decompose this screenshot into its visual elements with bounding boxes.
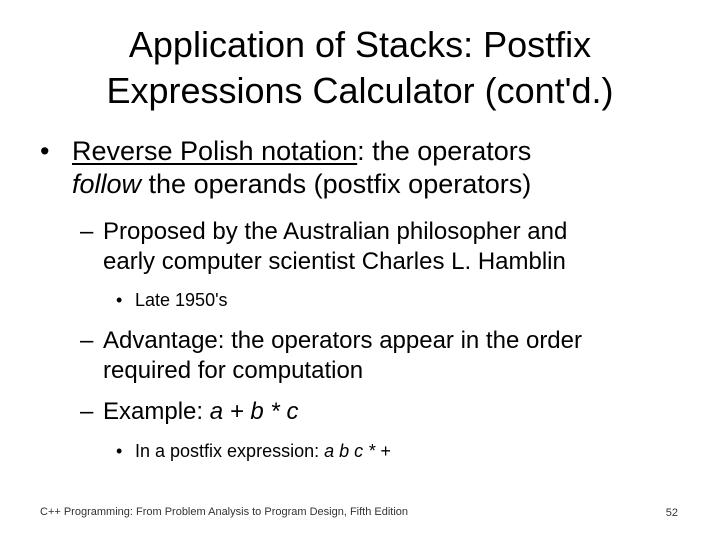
- postfix-expression: a b c * +: [324, 441, 391, 461]
- subbullet-line-2: required for computation: [103, 357, 364, 384]
- subbullet-line-2: early computer scientist Charles L. Hamblin: [103, 248, 566, 275]
- subbullet-text: [103, 217, 673, 277]
- subbullet-line-1: Advantage: the operators appear in the order: [103, 327, 582, 354]
- subsubbullet-text: Late 1950's: [135, 290, 228, 310]
- title-line-2: Expressions Calculator (cont'd.): [106, 70, 614, 111]
- bullet-marker: •: [116, 441, 123, 461]
- bullet-marker: •: [40, 136, 50, 166]
- subbullet-line-1: Proposed by the Australian philosopher and: [103, 218, 568, 245]
- footer-text: C++ Programming: From Problem Analysis to Program Design, Fifth Edition: [40, 506, 409, 518]
- dash-marker: –: [80, 398, 94, 425]
- subbullet-text: [103, 397, 673, 427]
- subsubbullet-text: [135, 440, 391, 462]
- bullet-marker: •: [116, 290, 123, 310]
- title-line-1: Application of Stacks: Postfix: [128, 24, 592, 65]
- dash-marker: –: [80, 327, 94, 354]
- bullet-text: [72, 135, 672, 201]
- dash-marker: –: [80, 218, 94, 245]
- emphasis-follow: follow: [72, 169, 142, 199]
- term-reverse-polish-notation: Reverse Polish notation: [72, 136, 358, 166]
- example-expression: a + b * c: [209, 398, 299, 425]
- page-number: 52: [665, 507, 678, 519]
- example-label: Example:: [103, 398, 210, 425]
- bullet-text-after-term: : the operators: [357, 136, 532, 166]
- subbullet-text: [103, 326, 673, 386]
- slide-title: [0, 22, 720, 114]
- postfix-label: In a postfix expression:: [135, 441, 325, 461]
- bullet-text-line2: the operands (postfix operators): [141, 169, 532, 199]
